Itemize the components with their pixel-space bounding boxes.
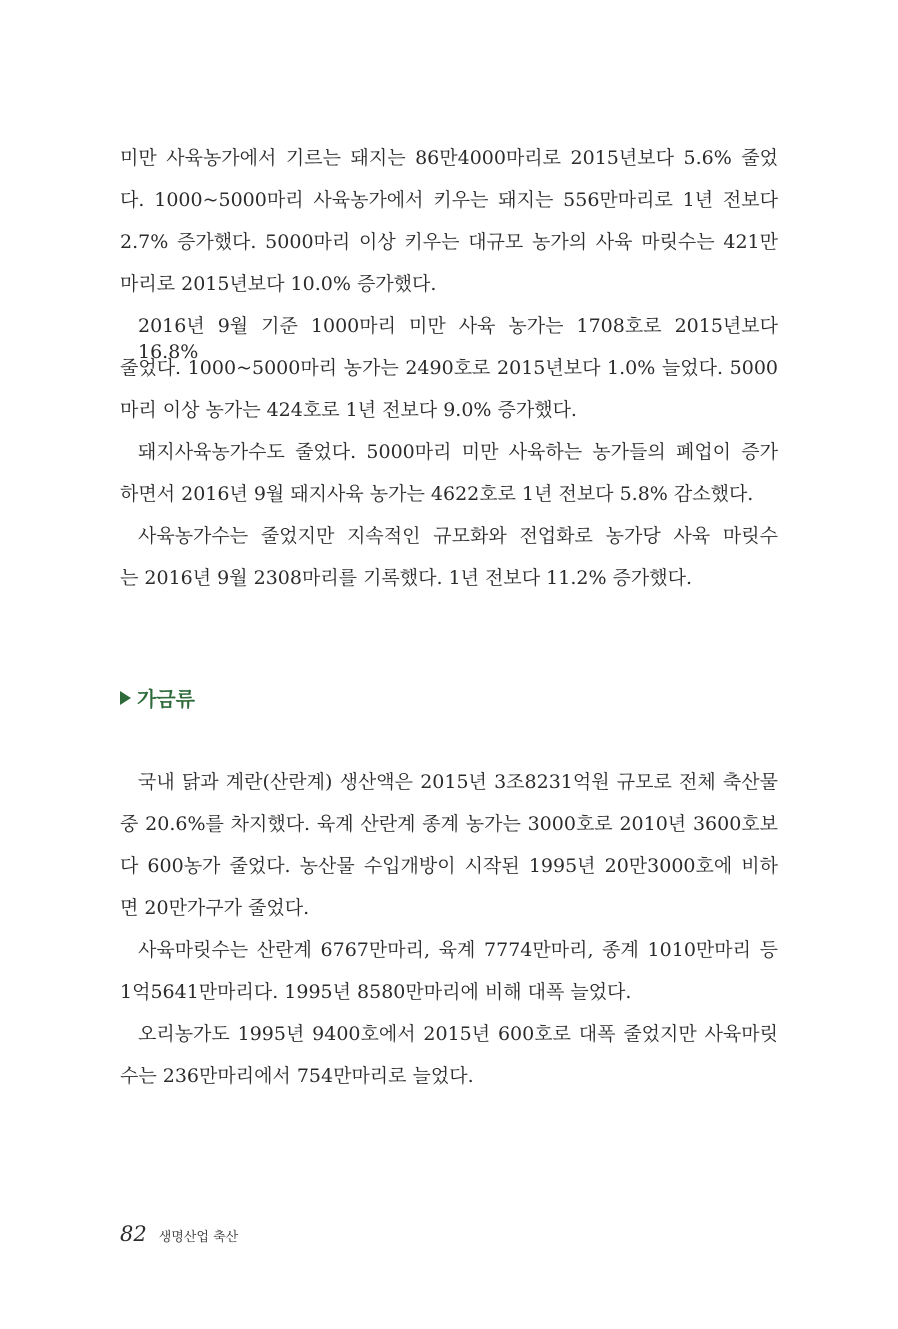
body-line: 2.7% 증가했다. 5000마리 이상 키우는 대규모 농가의 사육 마릿수는 421만: [120, 231, 778, 253]
body-line: 줄었다. 1000~5000마리 농가는 2490호로 2015년보다 1.0% 늘었다. 5000: [120, 357, 778, 379]
body-line: 마리로 2015년보다 10.0% 증가했다.: [120, 273, 437, 295]
triangle-bullet-icon: [120, 691, 131, 705]
body-line: 중 20.6%를 차지했다. 육계 산란계 종계 농가는 3000호로 2010년 3600호보: [120, 813, 778, 835]
body-line: 돼지사육농가수도 줄었다. 5000마리 미만 사육하는 농가들의 폐업이 증가: [138, 441, 778, 463]
body-line: 수는 236만마리에서 754만마리로 늘었다.: [120, 1065, 474, 1087]
body-line: 마리 이상 농가는 424호로 1년 전보다 9.0% 증가했다.: [120, 399, 577, 421]
body-line: 다. 1000~5000마리 사육농가에서 키우는 돼지는 556만마리로 1년 전보다: [120, 189, 778, 211]
body-line: 1억5641만마리다. 1995년 8580만마리에 비해 대폭 늘었다.: [120, 981, 632, 1003]
body-line: 다 600농가 줄었다. 농산물 수입개방이 시작된 1995년 20만3000호에 비하: [120, 855, 778, 877]
section-heading: [120, 683, 195, 712]
running-title: 생명산업 축산: [158, 1230, 239, 1245]
page-number: 82: [120, 1222, 147, 1246]
body-line: 사육농가수는 줄었지만 지속적인 규모화와 전업화로 농가당 사육 마릿수: [138, 525, 778, 547]
body-line: 하면서 2016년 9월 돼지사육 농가는 4622호로 1년 전보다 5.8% 감소했다.: [120, 483, 754, 505]
body-line: 미만 사육농가에서 기르는 돼지는 86만4000마리로 2015년보다 5.6% 줄었: [120, 147, 778, 169]
body-line: 면 20만가구가 줄었다.: [120, 897, 310, 919]
body-line: 국내 닭과 계란(산란계) 생산액은 2015년 3조8231억원 규모로 전체 축산물: [138, 771, 778, 793]
page-footer: [120, 1222, 238, 1246]
body-line: 2016년 9월 기준 1000마리 미만 사육 농가는 1708호로 2015년보다 16.8%: [138, 315, 778, 363]
section-heading-label: 가금류: [137, 687, 195, 711]
body-line: 사육마릿수는 산란계 6767만마리, 육계 7774만마리, 종계 1010만마리 등: [138, 939, 778, 961]
body-line: 오리농가도 1995년 9400호에서 2015년 600호로 대폭 줄었지만 사육마릿: [138, 1023, 778, 1045]
body-line: 는 2016년 9월 2308마리를 기록했다. 1년 전보다 11.2% 증가했다.: [120, 567, 693, 589]
